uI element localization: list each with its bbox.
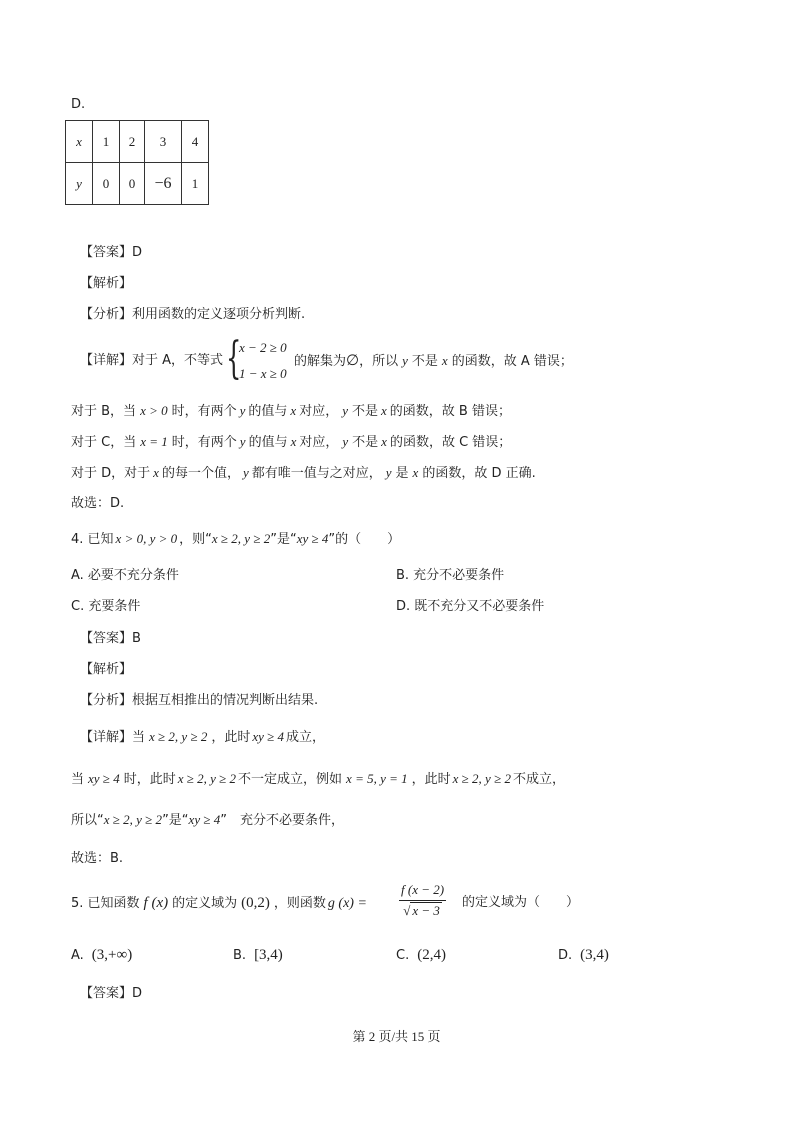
answer-value: B [132, 631, 141, 646]
math-var: y [342, 434, 349, 449]
text: 的值与 [248, 404, 288, 419]
math-var: y [342, 403, 348, 418]
text: 的函数，故 D 正确. [422, 466, 536, 481]
math-var: y [402, 353, 408, 368]
q4-choose: 故选：B. [71, 851, 124, 866]
text: ”是“ [162, 813, 189, 828]
text: 是 [395, 466, 409, 481]
q5-answer [80, 985, 142, 1003]
q4-detail-1 [80, 728, 325, 747]
q3-choose: 故选：D. [71, 496, 125, 511]
text: ，此时 [411, 772, 451, 787]
fenxi-text: 根据互相推出的情况判断出结果. [132, 693, 319, 708]
text: ”的（ ） [328, 532, 401, 547]
text: ，则函数 [273, 896, 326, 911]
table-cell: 1 [93, 121, 120, 163]
math-var: x [412, 465, 419, 480]
fenxi-tag: 【分析】 [80, 307, 133, 322]
table-cell: 0 [120, 163, 145, 205]
text: 对于 C，当 [71, 435, 137, 450]
text: 的函数，故 B 错误； [389, 404, 511, 419]
text: 对于 D，对于 [71, 466, 151, 481]
text: 对于 B，当 [71, 404, 137, 419]
empty-set-symbol: ∅ [346, 353, 360, 369]
text: 对应， [299, 435, 339, 450]
text: 时，有两个 [171, 435, 237, 450]
q5-stem [71, 894, 369, 913]
text: ，此时 [211, 730, 251, 745]
option-label: B. [233, 948, 247, 963]
math: x ≥ 2, y ≥ 2 [452, 771, 511, 786]
math: (0,2) [241, 895, 270, 911]
table-cell: 0 [93, 163, 120, 205]
math-var: x [290, 403, 297, 418]
text: 的函数，故 C 错误； [389, 435, 512, 450]
q4-option-d[interactable]: D. 既不充分又不必要条件 [396, 599, 545, 614]
option-value: [3,4) [254, 947, 283, 963]
q3-detail-c [71, 433, 511, 452]
math-var: x [290, 434, 297, 449]
q4-analysis-tag: 【解析】 [80, 662, 133, 677]
text: 的函数，故 A 错误； [451, 354, 573, 369]
text: ，则“ [179, 532, 212, 547]
q4-answer [80, 630, 141, 648]
answer-tag: 【答案】 [80, 245, 133, 260]
text: 的解集为 [294, 354, 347, 369]
math: x ≥ 2, y ≥ 2 [103, 812, 163, 827]
detail-text: 对于 A，不等式 [132, 353, 224, 368]
q5-fraction [399, 880, 446, 921]
text: 不一定成立，例如 [238, 772, 343, 787]
math: x = 1 [140, 434, 168, 449]
math-var: x [441, 353, 448, 368]
q5-option-d[interactable] [558, 946, 609, 965]
text: 都有唯一值与之对应， [251, 466, 382, 481]
answer-tag: 【答案】 [80, 986, 133, 1001]
math-var: y [242, 465, 249, 480]
value-table [65, 120, 209, 205]
q5-option-b[interactable] [233, 946, 283, 965]
math-var: y [239, 434, 246, 449]
table-cell: 4 [182, 121, 209, 163]
math: xy ≥ 4 [296, 531, 329, 546]
fenxi-tag: 【分析】 [80, 693, 133, 708]
system-line-1: x − 2 ≥ 0 [239, 340, 287, 355]
text: 5. 已知函数 [71, 896, 140, 911]
q4-fenxi [80, 692, 318, 710]
option-value: (3,+∞) [91, 947, 133, 963]
text: ，所以 [359, 354, 399, 369]
math: x > 0 [140, 403, 168, 418]
text: 时，有两个 [171, 404, 237, 419]
option-label: D. [558, 948, 573, 963]
q4-option-c[interactable]: C. 充要条件 [71, 599, 141, 614]
math: f (x) [143, 895, 169, 911]
table-cell: −6 [145, 163, 182, 205]
answer-tag: 【答案】 [80, 631, 133, 646]
q3-detail-a-rest [294, 352, 573, 371]
table-cell: 1 [182, 163, 209, 205]
q5-option-a[interactable] [71, 946, 132, 965]
table-head-y: y [66, 163, 93, 205]
table-row-y [66, 163, 209, 205]
math-var: x [381, 403, 387, 418]
text: 成立， [286, 730, 326, 745]
math-var: y [239, 403, 246, 418]
text: 不是 [352, 404, 379, 419]
text: 当 [71, 772, 85, 787]
text: 的每一个值， [161, 466, 240, 481]
fraction-denominator: √ x − 3 [403, 903, 440, 918]
math: x > 0, y > 0 [115, 531, 178, 546]
fraction-numerator: f (x − 2) [399, 880, 446, 901]
math: xy ≥ 4 [88, 771, 120, 786]
text: 不是 [411, 354, 438, 369]
detail-tag: 【详解】 [80, 730, 133, 745]
q3-detail-b [71, 402, 511, 421]
q4-option-b[interactable]: B. 充分不必要条件 [396, 568, 505, 583]
text: 4. 已知 [71, 532, 114, 547]
table-head-x: x [66, 121, 93, 163]
text: ” 充分不必要条件， [220, 813, 344, 828]
detail-tag: 【详解】 [80, 353, 133, 368]
math: xy ≥ 4 [252, 729, 285, 744]
math: x ≥ 2, y ≥ 2 [149, 729, 208, 744]
q4-option-a[interactable]: A. 必要不充分条件 [71, 568, 179, 583]
answer-value: D [132, 986, 143, 1001]
q5-stem-end: 的定义域为（ ） [462, 895, 580, 910]
math: g (x) = [327, 896, 367, 911]
text: 对应， [299, 404, 339, 419]
page-footer: 第 2 页/共 15 页 [352, 1029, 441, 1044]
text: 当 [132, 730, 146, 745]
option-label: C. [396, 948, 410, 963]
answer-value: D [132, 245, 143, 260]
sqrt-radicand: x − 3 [412, 903, 440, 918]
table-row-x [66, 121, 209, 163]
math: x ≥ 2, y ≥ 2 [211, 531, 271, 546]
math-var: x [153, 465, 159, 480]
q4-detail-3 [71, 811, 344, 830]
q4-stem [71, 530, 400, 549]
text: 不成立， [512, 772, 565, 787]
fenxi-text: 利用函数的定义逐项分析判断. [132, 307, 306, 322]
option-value: (2,4) [417, 947, 446, 963]
option-value: (3,4) [580, 947, 609, 963]
system-line-2: 1 − x ≥ 0 [239, 366, 287, 381]
q3-detail-a [80, 352, 223, 370]
text: 的值与 [248, 435, 288, 450]
option-label: A. [71, 948, 84, 963]
text: 所以“ [71, 813, 104, 828]
q3-answer [80, 244, 142, 262]
math: xy ≥ 4 [188, 812, 221, 827]
q3-analysis-tag: 【解析】 [80, 276, 133, 291]
math: x = 5, y = 1 [346, 771, 408, 786]
q3-fenxi [80, 306, 305, 324]
q5-option-c[interactable] [396, 946, 446, 965]
q3-detail-d [71, 464, 536, 483]
q4-detail-2 [71, 770, 565, 789]
math: x ≥ 2, y ≥ 2 [177, 771, 237, 786]
text: 的定义域为 [172, 896, 238, 911]
math-var: x [381, 434, 387, 449]
table-cell: 2 [120, 121, 145, 163]
math-var: y [385, 465, 392, 480]
text: 不是 [352, 435, 379, 450]
text: 时，此时 [123, 772, 176, 787]
text: ”是“ [270, 532, 297, 547]
table-cell: 3 [145, 121, 182, 163]
option-d-label: D. [71, 97, 86, 112]
brace: { [226, 333, 242, 384]
